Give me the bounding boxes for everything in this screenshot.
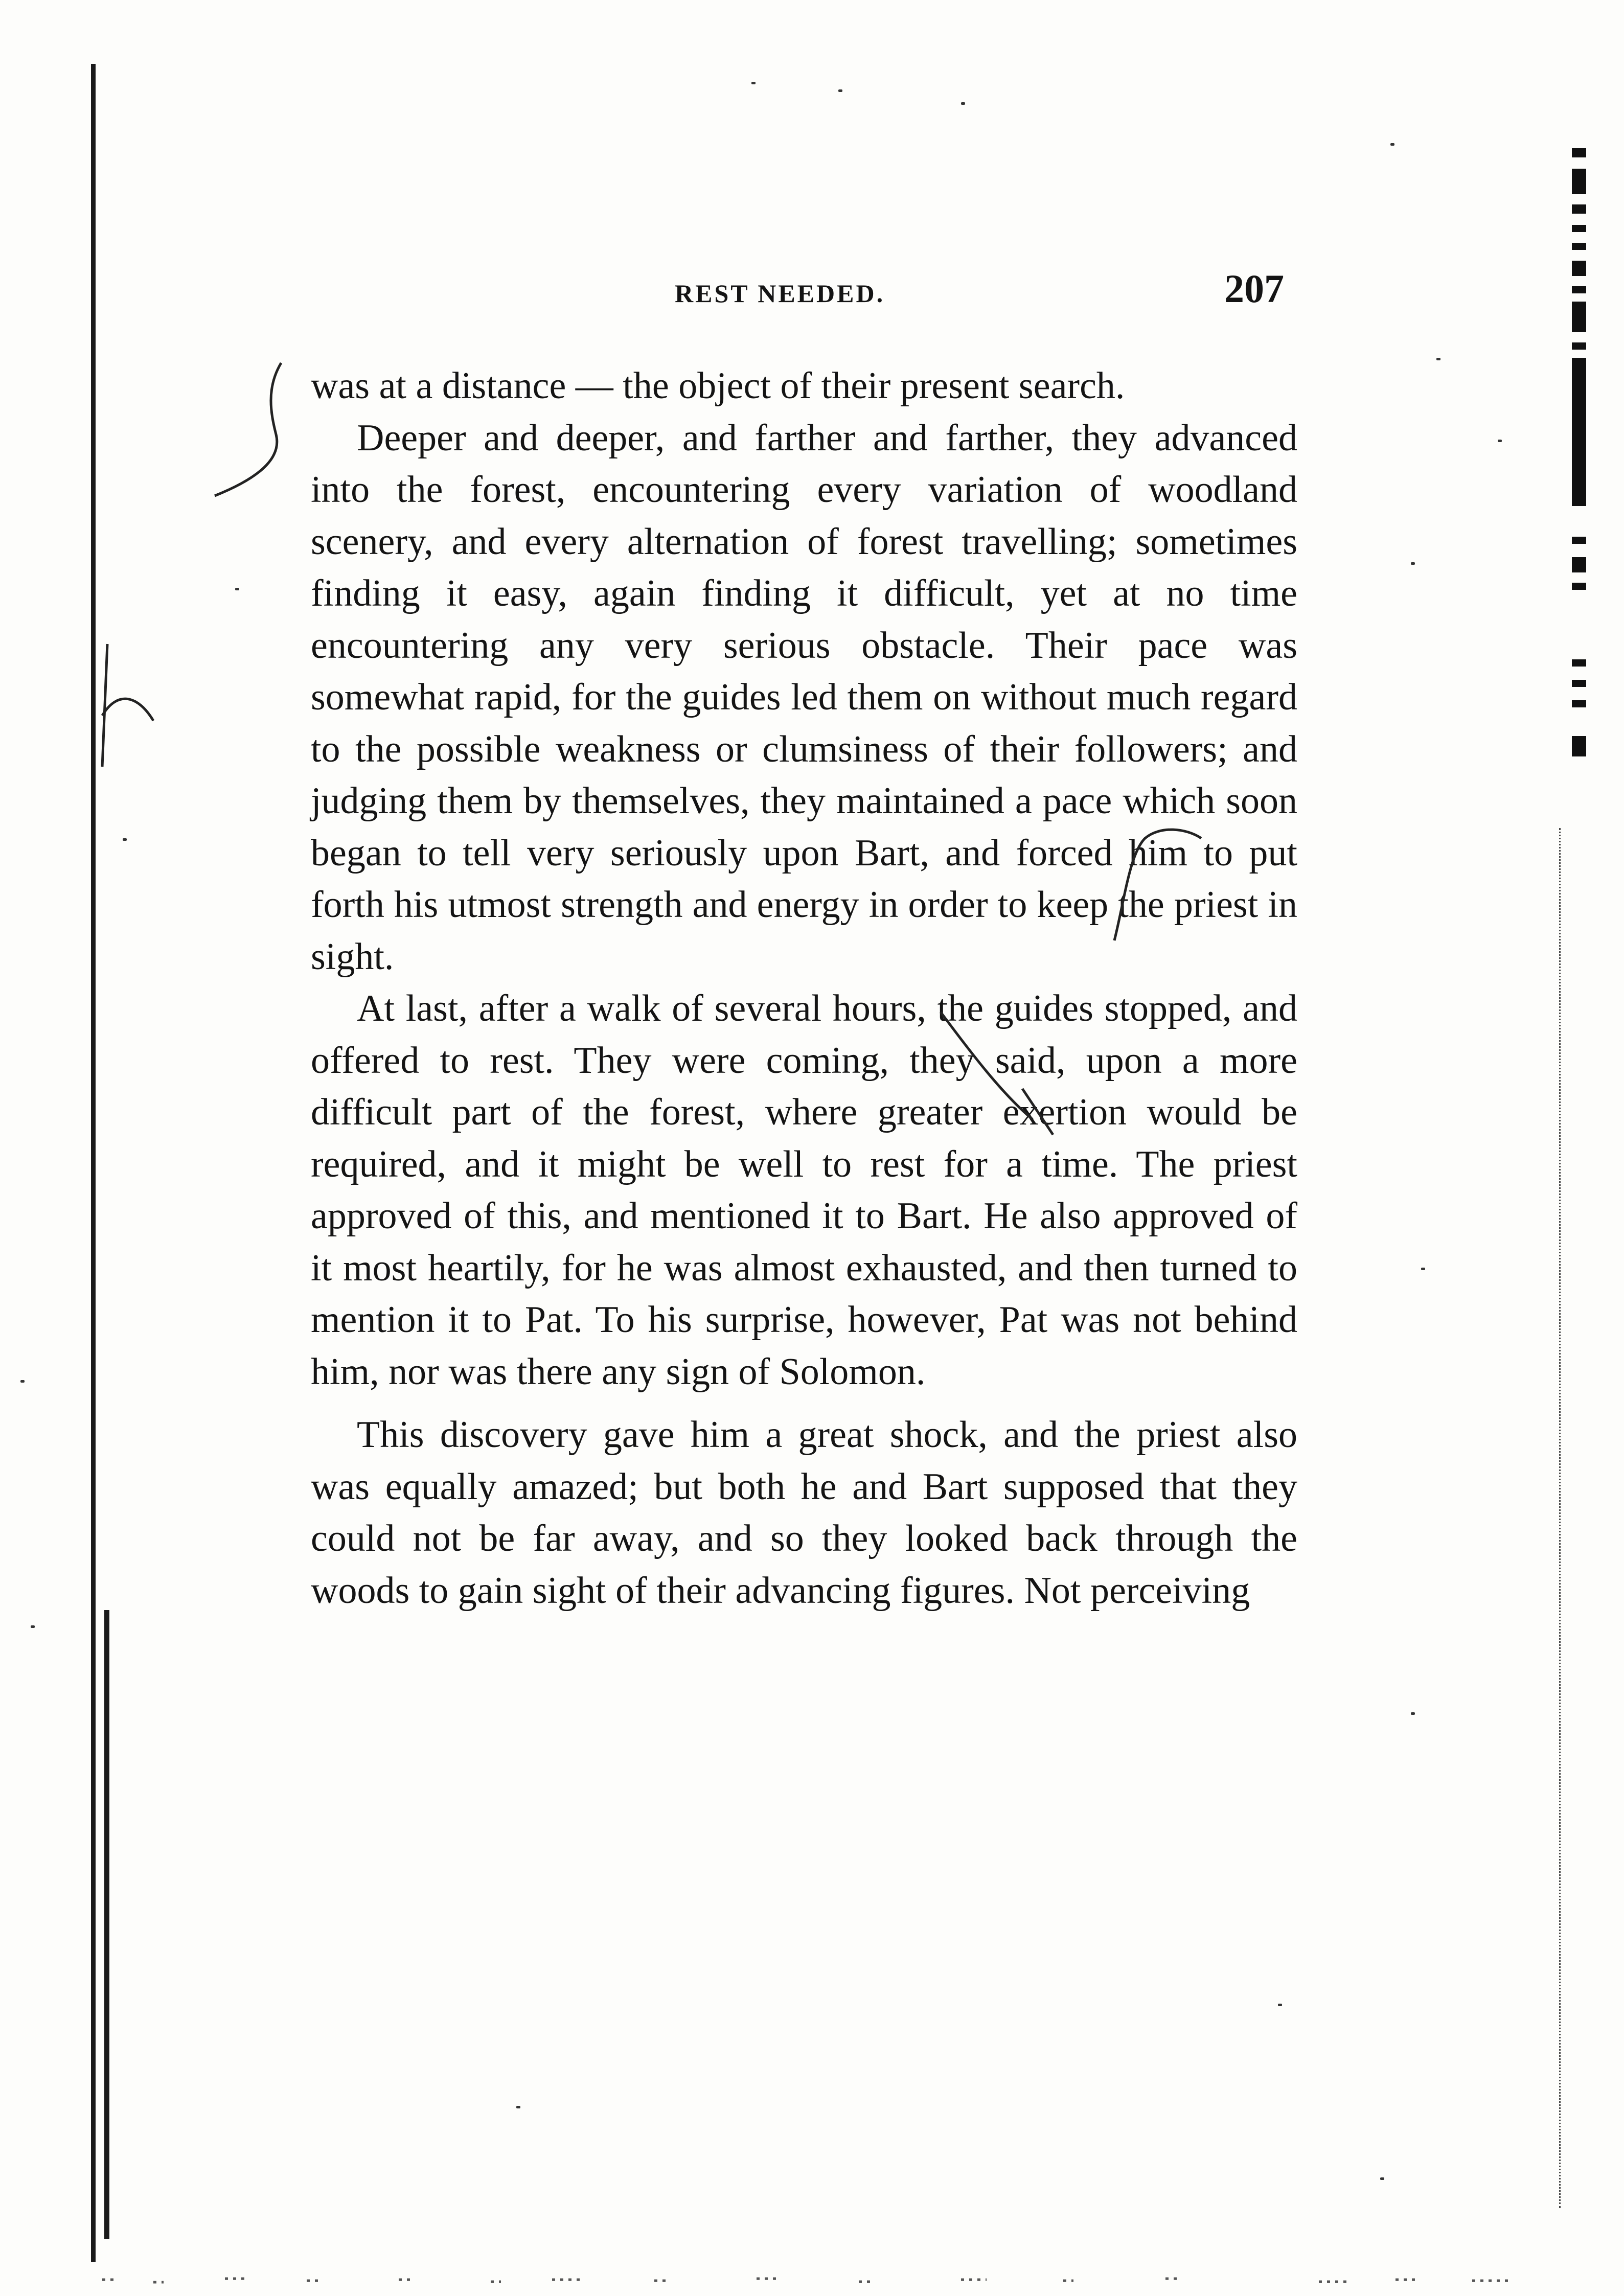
scan-speck <box>1436 358 1440 360</box>
paragraph-1: was at a distance — the object of their present search. <box>311 365 1125 407</box>
scan-speck <box>1278 2004 1282 2006</box>
scan-speck <box>838 89 842 92</box>
binding-edge-line-lower <box>104 1610 109 2239</box>
paragraph-2: Deeper and deeper, and farther and farther, they advanced into the forest, encountering every variation of woodland scenery, and every alternation of forest travelling; sometimes finding it easy, again finding it difficult, yet at no time encountering any very serious obstacle. Their pace was somewhat rapid, for the guides led them on without much regard to the possible weakness or clumsiness of their followers; and judging them by themselves, they maintained a pace which soon began to tell very seriously upon Bart, and forced him to put forth his utmost strength and energy in order to keep the priest in sight. <box>311 417 1297 978</box>
scan-speck <box>961 102 965 105</box>
scan-speck <box>516 2106 520 2108</box>
scan-speck <box>751 82 756 84</box>
scan-speck <box>1390 143 1394 146</box>
scan-speck <box>1421 1268 1425 1270</box>
binding-edge-line <box>91 64 96 2262</box>
scan-speck <box>123 838 127 841</box>
pencil-hook-mark <box>72 639 164 772</box>
scan-speck <box>31 1625 35 1628</box>
scan-speck <box>235 588 239 590</box>
body-text <box>311 360 1297 1617</box>
scan-speck <box>1498 440 1502 442</box>
scan-speck <box>1411 562 1415 565</box>
scan-edge-dotted-line <box>1559 828 1562 2208</box>
paragraph-4: This discovery gave him a great shock, and the priest also was equally amazed; but both he and Bart supposed that they could not be far away, and so they looked back through the woods to gain sight of their advancing figures. Not perceiving <box>311 1414 1297 1612</box>
scan-speck <box>1411 1712 1415 1715</box>
paragraph-3: At last, after a walk of several hours, the guides stopped, and offered to rest. They were coming, they said, upon a more difficult part of the forest, where greater exertion would be required, and it might be well to rest for a time. The priest approved of this, and mentioned it to Bart. He also approved of it most heartily, for he was almost exhausted, and then turned to mention it to Pat. To his surprise, however, Pat was not behind him, nor was there any sign of Solomon. <box>311 988 1297 1393</box>
scan-edge-marks <box>1572 148 1592 823</box>
scan-speck <box>1380 2177 1384 2180</box>
scan-bottom-dust <box>92 2269 1574 2290</box>
page-number: 207 <box>1224 266 1284 311</box>
running-head: REST NEEDED. <box>675 279 885 308</box>
scan-speck <box>20 1380 25 1383</box>
pencil-bracket-mark <box>204 358 307 501</box>
